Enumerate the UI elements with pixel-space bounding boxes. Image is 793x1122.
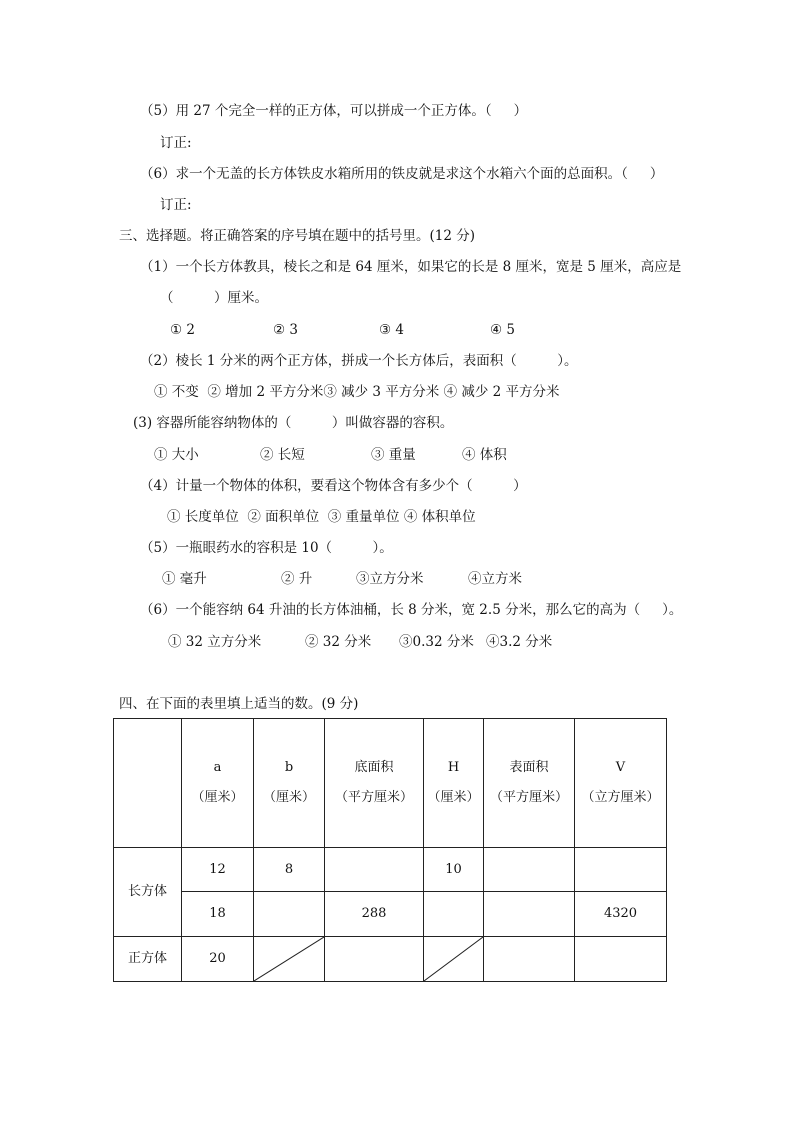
judge-q6-correction: 订正: <box>160 197 192 213</box>
section3-title: 三、选择题。将正确答案的序号填在题中的括号里。(12 分) <box>119 228 476 244</box>
table-cell[interactable]: 18 <box>182 892 254 937</box>
choice-q6: （6）一个能容纳 64 升油的长方体油桶，长 8 分米，宽 2.5 分米，那么它的高为（ ）。 <box>140 602 683 618</box>
choice-q5: （5）一瓶眼药水的容积是 10（ ）。 <box>140 540 393 556</box>
choice-q4: （4）计量一个物体的体积，要看这个物体含有多少个（ ） <box>140 478 527 494</box>
table-cell[interactable]: 10 <box>424 848 484 892</box>
table-cell[interactable] <box>575 848 667 892</box>
choice-q2-options: ① 不变 ② 增加 2 平方分米③ 减少 3 平方分米 ④ 减少 2 平方分米 <box>154 384 560 400</box>
table-row <box>114 848 667 892</box>
choice-q6-option: ④3.2 分米 <box>486 634 553 650</box>
choice-q1: （1）一个长方体教具，棱长之和是 64 厘米，如果它的长是 8 厘米，宽是 5 厘米，高应是 <box>140 259 682 275</box>
diagonal-slash-icon <box>424 937 483 981</box>
table-cell[interactable] <box>424 892 484 937</box>
crossed-out-cell <box>424 937 484 982</box>
choice-q3-option: ② 长短 <box>260 447 305 463</box>
choice-q1-blank: （ ）厘米。 <box>160 290 268 306</box>
table-cell[interactable] <box>484 848 575 892</box>
diagonal-slash-icon <box>254 937 324 981</box>
table-cell[interactable] <box>575 937 667 982</box>
choice-q6-option: ③0.32 分米 <box>399 634 474 650</box>
table-corner-cell <box>114 719 182 848</box>
table-cell[interactable] <box>254 892 325 937</box>
judge-q5: （5）用 27 个完全一样的正方体，可以拼成一个正方体。（ ） <box>140 103 528 119</box>
table-row <box>114 937 667 982</box>
choice-q4-options: ① 长度单位 ② 面积单位 ③ 重量单位 ④ 体积单位 <box>167 509 476 525</box>
choice-q2: （2）棱长 1 分米的两个正方体，拼成一个长方体后，表面积（ ）。 <box>140 353 578 369</box>
table-cell[interactable] <box>484 937 575 982</box>
header-cell-b: b （厘米） <box>254 719 325 848</box>
choice-q6-option: ① 32 立方分米 <box>168 634 262 650</box>
header-cell-a: a （厘米） <box>182 719 254 848</box>
fill-table <box>113 718 667 982</box>
table-cell[interactable]: 288 <box>325 892 424 937</box>
header-cell-base-area: 底面积 （平方厘米） <box>325 719 424 848</box>
table-cell[interactable]: 4320 <box>575 892 667 937</box>
choice-q3-option: ③ 重量 <box>371 447 416 463</box>
table-cell[interactable] <box>325 937 424 982</box>
judge-q6: （6）求一个无盖的长方体铁皮水箱所用的铁皮就是求这个水箱六个面的总面积。（ ） <box>140 166 664 182</box>
table-cell[interactable] <box>325 848 424 892</box>
choice-q6-option: ② 32 分米 <box>305 634 372 650</box>
table-header-row <box>114 719 667 848</box>
choice-q1-option: ② 3 <box>273 322 298 338</box>
choice-q1-option: ① 2 <box>170 322 195 338</box>
row-label-cube: 正方体 <box>114 937 182 982</box>
row-label-cuboid: 长方体 <box>114 848 182 937</box>
choice-q1-option: ④ 5 <box>490 322 515 338</box>
choice-q5-option: ① 毫升 <box>162 571 207 587</box>
table-cell[interactable] <box>484 892 575 937</box>
choice-q3: (3) 容器所能容纳物体的（ ）叫做容器的容积。 <box>133 415 454 431</box>
choice-q5-option: ③立方分米 <box>356 571 424 587</box>
header-cell-surface-area: 表面积 （平方厘米） <box>484 719 575 848</box>
choice-q5-option: ② 升 <box>281 571 313 587</box>
choice-q3-option: ④ 体积 <box>462 447 507 463</box>
choice-q1-option: ③ 4 <box>379 322 404 338</box>
table-cell[interactable]: 12 <box>182 848 254 892</box>
crossed-out-cell <box>254 937 325 982</box>
table-cell[interactable]: 8 <box>254 848 325 892</box>
judge-q5-correction: 订正: <box>160 135 192 151</box>
choice-q3-option: ① 大小 <box>154 447 199 463</box>
choice-q5-option: ④立方米 <box>468 571 522 587</box>
section4-title: 四、在下面的表里填上适当的数。(9 分) <box>119 696 359 712</box>
header-cell-volume: V （立方厘米） <box>575 719 667 848</box>
table-cell[interactable]: 20 <box>182 937 254 982</box>
table-row <box>114 892 667 937</box>
header-cell-h: H （厘米） <box>424 719 484 848</box>
